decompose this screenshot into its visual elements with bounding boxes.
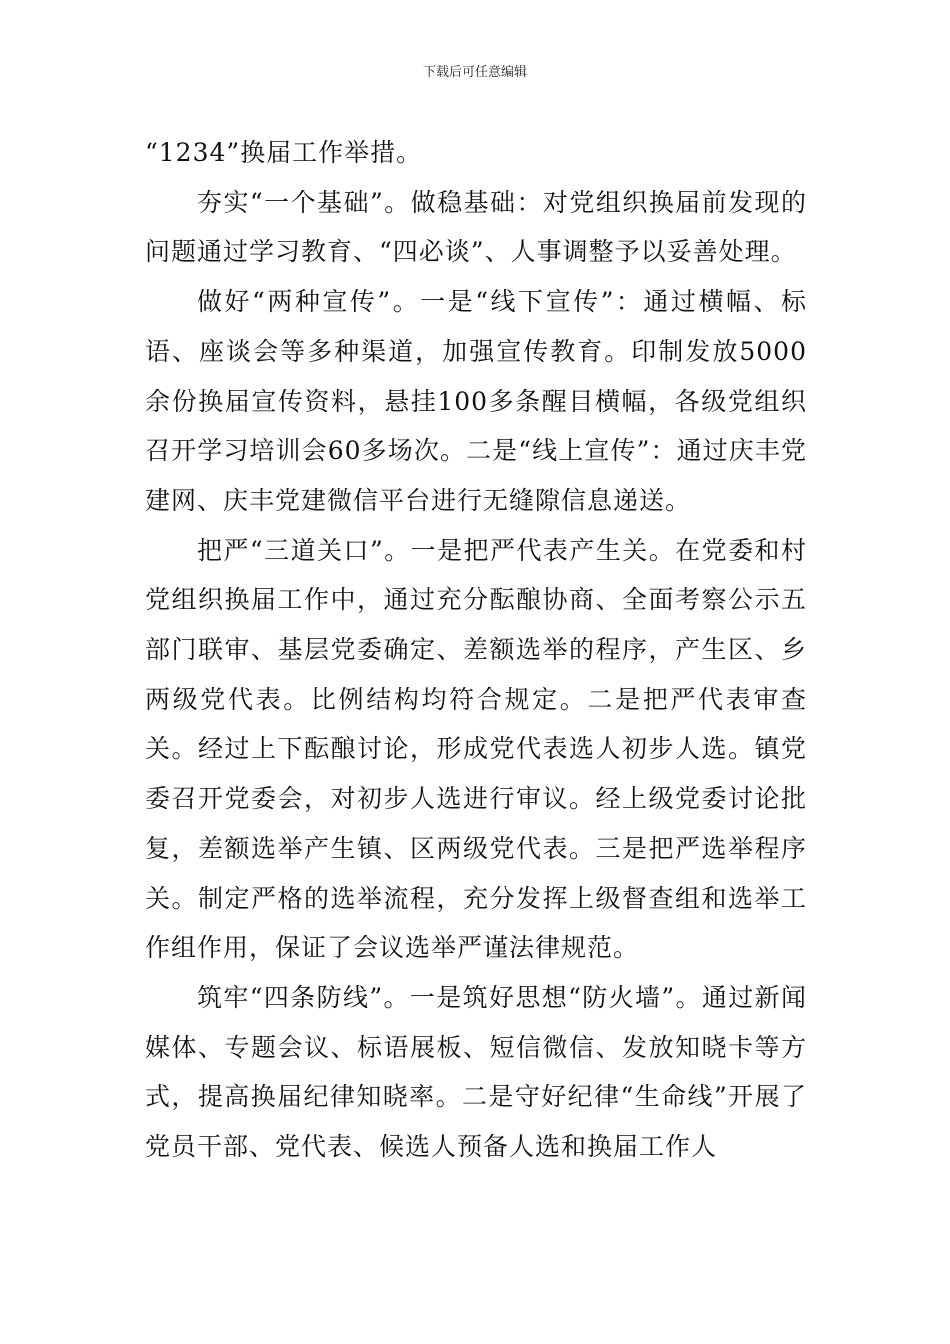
paragraph-intro: “1234”换届工作举措。 <box>145 138 423 167</box>
paragraph-two-publicity: 做好“两种宣传”。一是“线下宣传”：通过横幅、标语、座谈会等多种渠道，加强宣传教育。印制发放5000余份换届宣传资料，悬挂100多条醒目横幅，各级党组织召开学习培训会60多场次。二是“线上宣传”：通过庆丰党建网、庆丰党建微信平台进行无缝隙信息递送。 <box>145 287 807 515</box>
paragraph-three-checkpoints: 把严“三道关口”。一是把严代表产生关。在党委和村党组织换届工作中，通过充分酝酿协商、全面考察公示五部门联审、基层党委确定、差额选举的程序，产生区、乡两级党代表。比例结构均符合规定。二是把严代表审查关。经过上下酝酿讨论，形成党代表选人初步人选。镇党委召开党委会，对初步人选进行审议。经上级党委讨论批复，差额选举产生镇、区两级党代表。三是把严选举程序关。制定严格的选举流程，充分发挥上级督查组和选举工作组作用，保证了会议选举严谨法律规范。 <box>145 535 807 963</box>
paragraph-one-foundation: 夯实“一个基础”。做稳基础：对党组织换届前发现的问题通过学习教育、“四必谈”、人事调整予以妥善处理。 <box>145 187 807 267</box>
page-header: 下载后可任意编辑 <box>422 65 527 80</box>
paragraph-four-defenses: 筑牢“四条防线”。一是筑好思想“防火墙”。通过新闻媒体、专题会议、标语展板、短信微信、发放知晓卡等方式，提高换届纪律知晓率。二是守好纪律“生命线”开展了党员干部、党代表、候选人预备人选和换届工作人 <box>145 982 807 1162</box>
document-body <box>145 128 807 1172</box>
